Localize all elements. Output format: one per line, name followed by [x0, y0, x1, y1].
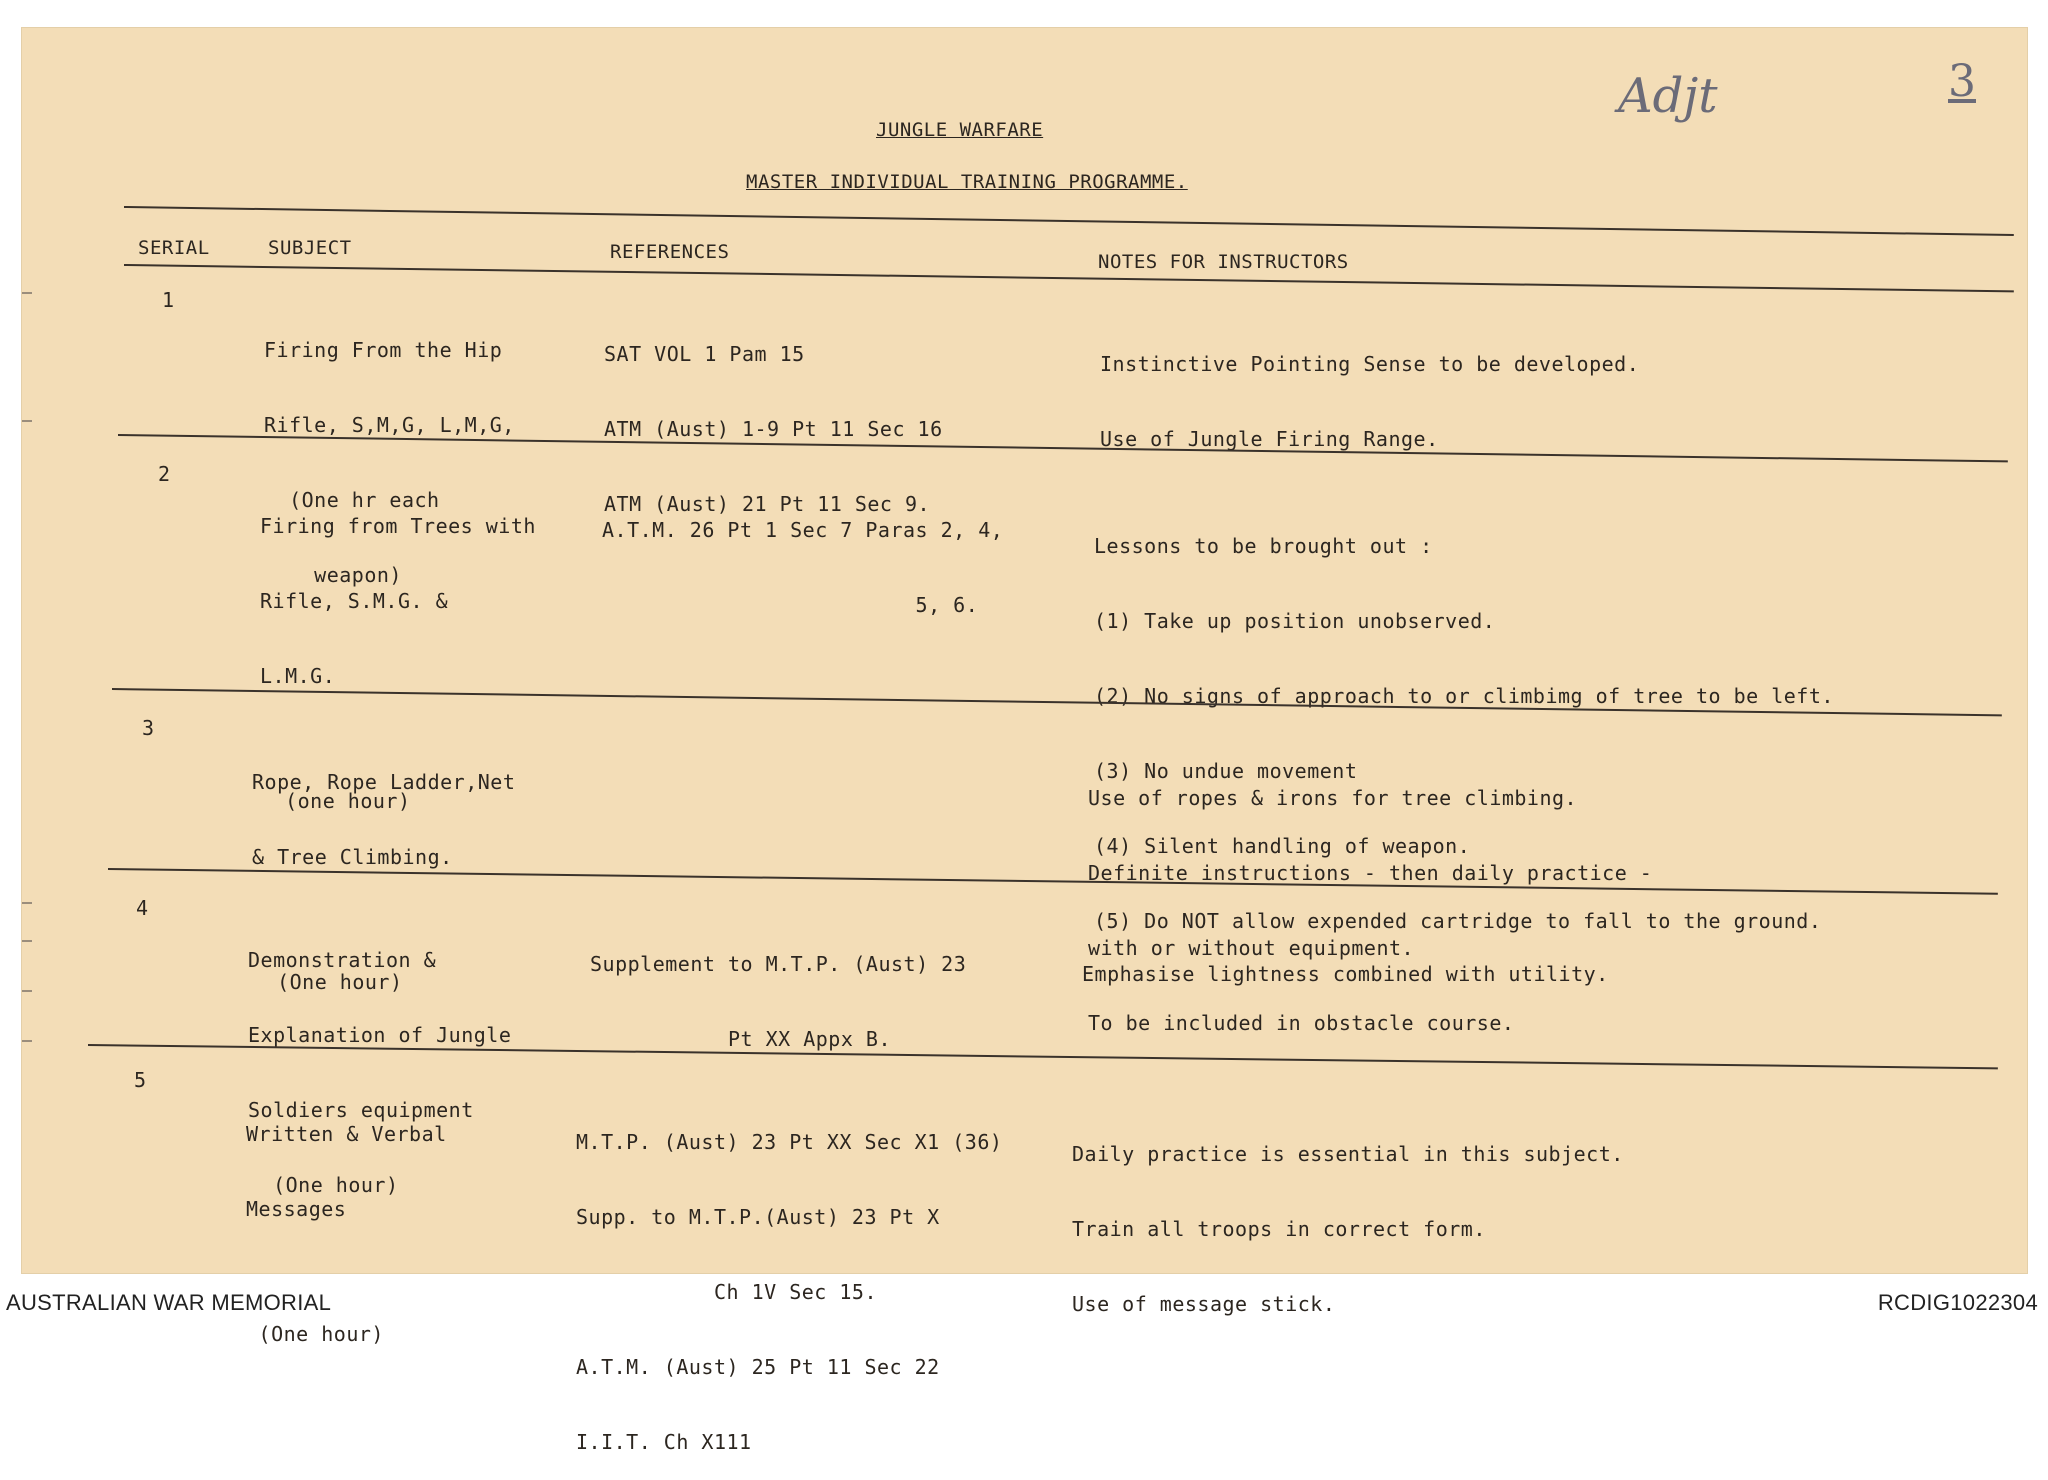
edge-mark	[22, 940, 32, 942]
subject-line: Firing from Trees with	[260, 514, 536, 538]
subject-line: Rifle, S.M.G. &	[260, 589, 449, 613]
reference-line: ATM (Aust) 21 Pt 11 Sec 9.	[604, 492, 931, 516]
note-line: (4) Silent handling of weapon.	[1094, 834, 1471, 858]
reference-line: Supplement to M.T.P. (Aust) 23	[590, 952, 967, 976]
subject-line: Rifle, S,M,G, L,M,G,	[264, 413, 515, 437]
edge-mark	[22, 1040, 32, 1042]
reference-line: I.I.T. Ch X111	[576, 1430, 752, 1454]
subject-line: & Tree Climbing.	[252, 845, 453, 869]
handwritten-note: Adjt	[1618, 68, 1718, 124]
subject-line: (One hour)	[248, 1173, 399, 1197]
subject-line: weapon)	[264, 563, 402, 587]
note-line: Use of message stick.	[1072, 1292, 1336, 1316]
row-2-references	[602, 468, 1003, 643]
subject-line: Explanation of Jungle	[248, 1023, 512, 1047]
row-5-subject	[246, 1072, 447, 1372]
note-line: Train all troops in correct form.	[1072, 1217, 1486, 1241]
row-2-serial: 2	[158, 462, 171, 486]
note-line: (5) Do NOT allow expended cartridge to fall to the ground.	[1094, 909, 1822, 933]
subject-line: L.M.G.	[260, 664, 336, 688]
subject-line: (One hour)	[246, 1322, 384, 1346]
subject-line: (one hour)	[260, 789, 411, 813]
document-subtitle: MASTER INDIVIDUAL TRAINING PROGRAMME.	[746, 171, 1188, 193]
footer-id: RCDIG1022304	[1877, 1290, 2038, 1315]
row-5-serial: 5	[134, 1068, 147, 1092]
edge-mark	[22, 420, 32, 422]
row-3-serial: 3	[142, 716, 155, 740]
edge-mark	[22, 902, 32, 904]
column-header-serial: SERIAL	[138, 237, 210, 259]
note-line: Lessons to be brought out :	[1094, 534, 1433, 558]
reference-line: A.T.M. (Aust) 25 Pt 11 Sec 22	[576, 1355, 940, 1379]
page-number: 3	[1948, 56, 1976, 107]
note-line: (3) No undue movement	[1094, 759, 1358, 783]
subject-line: Rope, Rope Ladder,Net	[252, 770, 516, 794]
note-line: To be included in obstacle course.	[1088, 1011, 1515, 1035]
reference-line: 5, 6.	[602, 593, 979, 617]
reference-line: SAT VOL 1 Pam 15	[604, 342, 805, 366]
document-title: JUNGLE WARFARE	[876, 119, 1044, 141]
reference-line: Ch 1V Sec 15.	[576, 1280, 877, 1304]
row-4-notes	[1082, 912, 1609, 1012]
row-5-references	[576, 1080, 1002, 1480]
note-line: Daily practice is essential in this subject.	[1072, 1142, 1624, 1166]
row-5-notes	[1072, 1092, 1624, 1342]
row-4-serial: 4	[136, 896, 149, 920]
row-1-serial: 1	[162, 288, 175, 312]
column-header-references: REFERENCES	[610, 241, 730, 263]
edge-mark	[22, 990, 32, 992]
reference-line: ATM (Aust) 1-9 Pt 11 Sec 16	[604, 417, 943, 441]
reference-line: A.T.M. 26 Pt 1 Sec 7 Paras 2, 4,	[602, 518, 1004, 542]
subject-line: (One hour)	[252, 970, 403, 994]
reference-line: Pt XX Appx B.	[590, 1027, 891, 1051]
reference-line: M.T.P. (Aust) 23 Pt XX Sec X1 (36)	[576, 1130, 1003, 1154]
edge-mark	[22, 292, 32, 294]
note-line: (2) No signs of approach to or climbimg of tree to be left.	[1094, 684, 1834, 708]
subject-line: Soldiers equipment	[248, 1098, 474, 1122]
subject-line: Firing From the Hip	[264, 338, 503, 362]
subject-line: Messages	[246, 1197, 347, 1221]
note-line: Use of Jungle Firing Range.	[1100, 427, 1439, 451]
column-header-subject: SUBJECT	[268, 237, 352, 259]
note-line: Definite instructions - then daily practice -	[1088, 861, 1653, 885]
subject-line: (One hr each	[264, 488, 440, 512]
subject-line: Demonstration &	[248, 948, 437, 972]
footer-source: AUSTRALIAN WAR MEMORIAL	[6, 1290, 332, 1315]
row-3-notes	[1088, 736, 1652, 1061]
note-line: Use of ropes & irons for tree climbing.	[1088, 786, 1578, 810]
note-line: Instinctive Pointing Sense to be developed.	[1100, 352, 1640, 376]
subject-line: Written & Verbal	[246, 1122, 447, 1146]
column-header-notes: NOTES FOR INSTRUCTORS	[1098, 251, 1349, 273]
reference-line: Supp. to M.T.P.(Aust) 23 Pt X	[576, 1205, 940, 1229]
note-line: Emphasise lightness combined with utility.	[1082, 962, 1609, 986]
note-line: with or without equipment.	[1088, 936, 1415, 960]
note-line: (1) Take up position unobserved.	[1094, 609, 1496, 633]
